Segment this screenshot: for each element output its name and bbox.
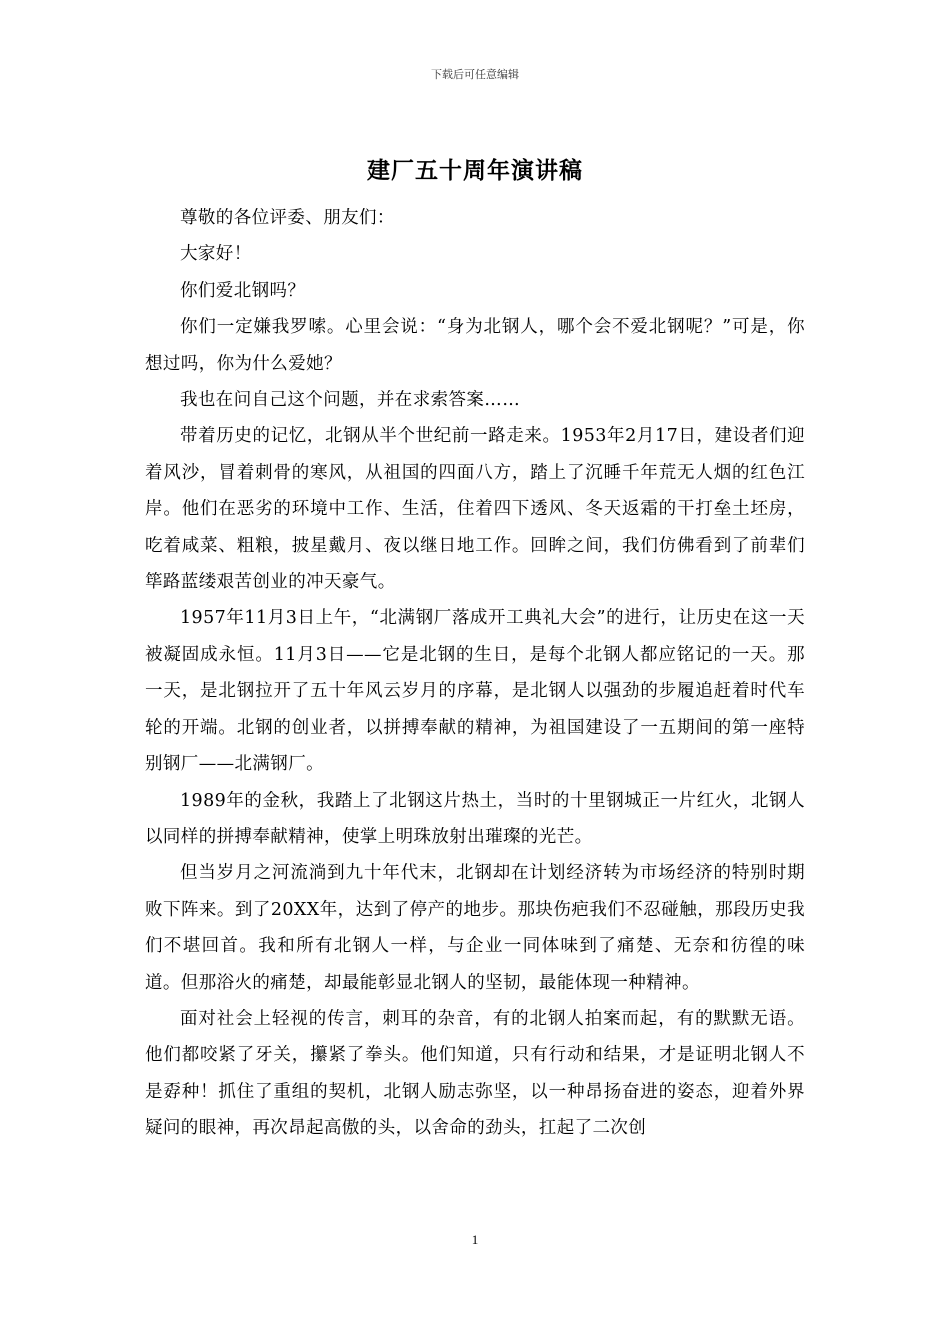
paragraph-question: 你们爱北钢吗？ xyxy=(180,280,306,301)
paragraph: 但当岁月之河流淌到九十年代末，北钢却在计划经济转为市场经济的特别时期败下阵来。到了20XX年，达到了停产的地步。那块伤疤我们不忍碰触，那段历史我们不堪回首。我和所有北钢人一样，与企业一同体味到了痛楚、无奈和彷徨的味道。但那浴火的痛楚，却最能彰显北钢人的坚韧，最能体现一种精神。 xyxy=(145,863,805,993)
paragraph: 1957年11月3日上午，“北满钢厂落成开工典礼大会”的进行，让历史在这一天被凝固成永恒。11月3日——它是北钢的生日，是每个北钢人都应铭记的一天。那一天，是北钢拉开了五十年风云岁月的序幕，是北钢人以强劲的步履追赶着时代车轮的开端。北钢的创业者，以拼搏奉献的精神，为祖国建设了一五期间的第一座特别钢厂——北满钢厂。 xyxy=(145,608,805,775)
paragraph: 你们一定嫌我罗嗦。心里会说：“身为北钢人，哪个会不爱北钢呢？”可是，你想过吗，你为什么爱她？ xyxy=(145,317,805,374)
document-body xyxy=(145,150,805,1147)
document-title: 建厂五十周年演讲稿 xyxy=(367,157,583,184)
page-number: 1 xyxy=(471,1232,479,1247)
paragraph-greeting: 大家好！ xyxy=(180,244,252,265)
paragraph: 带着历史的记忆，北钢从半个世纪前一路走来。1953年2月17日，建设者们迎着风沙，冒着刺骨的寒风，从祖国的四面八方，踏上了沉睡千年荒无人烟的红色江岸。他们在恶劣的环境中工作、生活，住着四下透风、冬天返霜的干打垒土坯房，吃着咸菜、粗粮，披星戴月、夜以继日地工作。回眸之间，我们仿佛看到了前辈们筚路蓝缕艰苦创业的冲天豪气。 xyxy=(145,426,805,593)
paragraph: 面对社会上轻视的传言，刺耳的杂音，有的北钢人拍案而起，有的默默无语。他们都咬紧了牙关，攥紧了拳头。他们知道，只有行动和结果，才是证明北钢人不是孬种！抓住了重组的契机，北钢人励志弥坚，以一种昂扬奋进的姿态，迎着外界疑问的眼神，再次昂起高傲的头，以舍命的劲头，扛起了二次创 xyxy=(145,1008,805,1139)
paragraph: 1989年的金秋，我踏上了北钢这片热土，当时的十里钢城正一片红火，北钢人以同样的拼搏奉献精神，使掌上明珠放射出璀璨的光芒。 xyxy=(145,790,805,847)
paragraph-salutation: 尊敬的各位评委、朋友们： xyxy=(180,208,395,228)
page-header-note: 下载后可任意编辑 xyxy=(431,68,519,81)
paragraph: 我也在问自己这个问题，并在求索答案…… xyxy=(180,390,521,411)
